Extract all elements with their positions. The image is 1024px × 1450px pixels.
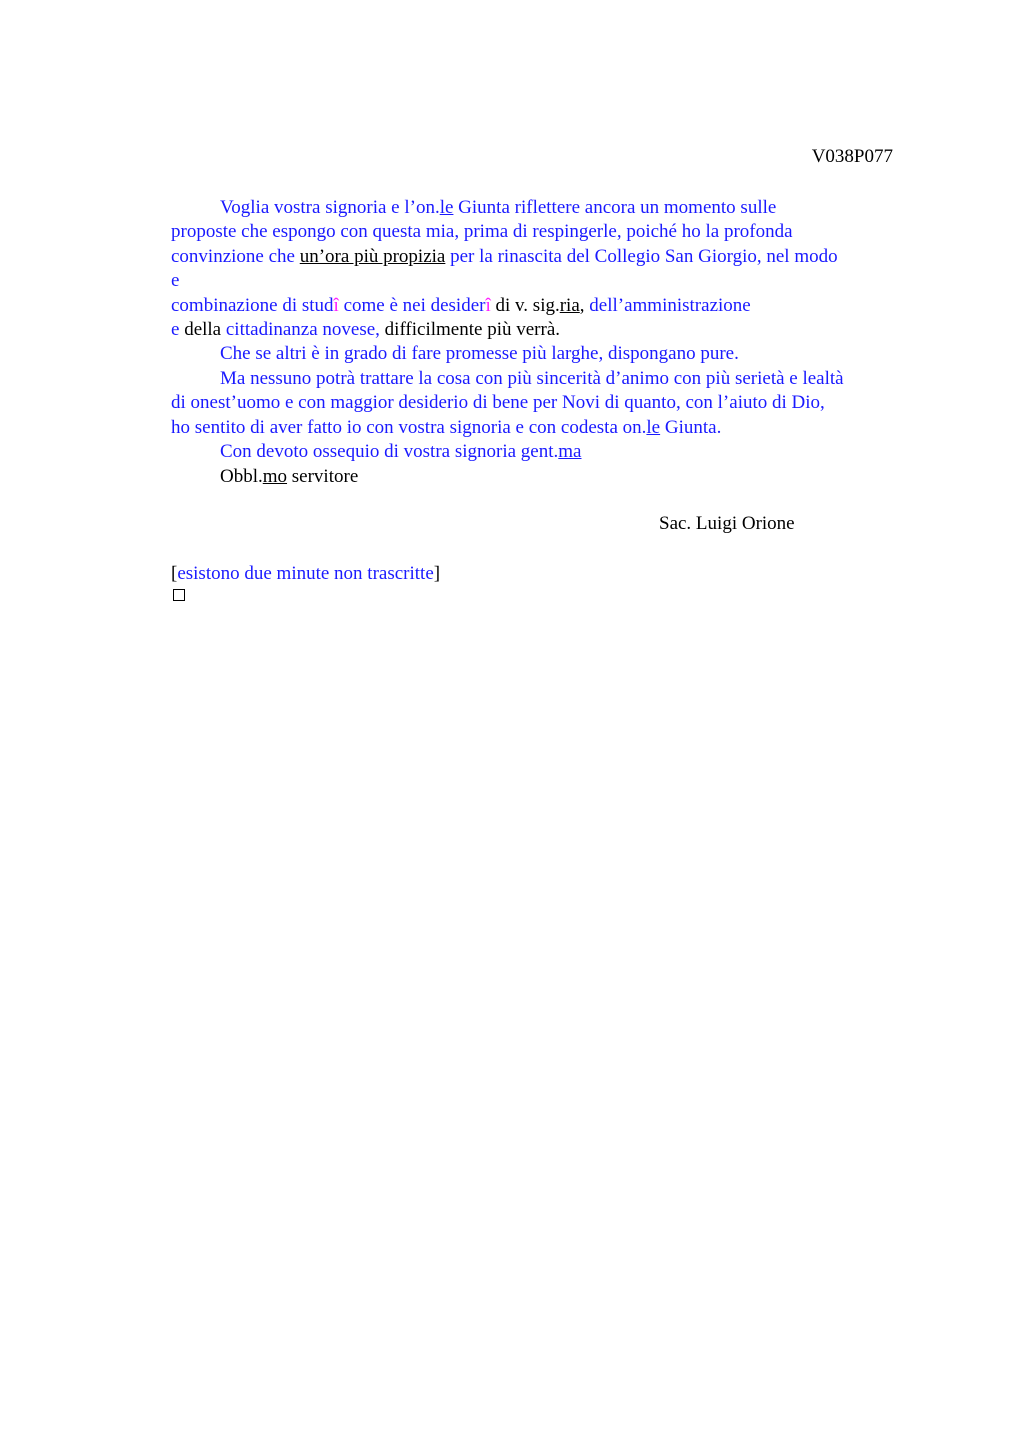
text-run: Giunta riflettere ancora un momento sulle bbox=[453, 197, 777, 218]
text-run: combinazione di stud bbox=[171, 295, 334, 316]
text-run: come è nei desider bbox=[338, 295, 486, 316]
text-run: Obbl. bbox=[220, 466, 263, 487]
text-run: servitore bbox=[287, 466, 359, 487]
text-run: dell’amministrazione bbox=[584, 295, 751, 316]
text-run: Giunta. bbox=[660, 417, 722, 438]
highlight-char: î bbox=[485, 295, 491, 316]
text-run: difficilmente più verrà. bbox=[379, 319, 561, 340]
abbrev-superscript: le bbox=[439, 197, 454, 218]
text-line bbox=[171, 318, 560, 342]
text-run: della bbox=[179, 319, 226, 340]
text-run: , bbox=[579, 295, 585, 316]
text-run: Ma nessuno potrà trattare la cosa con più sincerità d’animo con più serietà e lealtà bbox=[220, 368, 844, 389]
abbrev-superscript: ma bbox=[558, 441, 582, 462]
note-text: esistono due minute non trascritte bbox=[177, 563, 434, 584]
document-code: V038P077 bbox=[811, 146, 893, 167]
bracket: [ bbox=[171, 563, 178, 584]
text-run: Con devoto ossequio di vostra signoria gent. bbox=[220, 441, 559, 462]
abbrev-superscript: mo bbox=[262, 466, 288, 487]
text-line bbox=[171, 416, 721, 440]
signature: Sac. Luigi Orione bbox=[659, 513, 795, 534]
text-line bbox=[220, 367, 844, 391]
text-run: e bbox=[171, 270, 180, 291]
text-line bbox=[220, 342, 739, 366]
text-run: proposte che espongo con questa mia, prima di respingerle, poiché ho la profonda bbox=[171, 221, 793, 242]
text-run: Voglia vostra signoria e l’on. bbox=[220, 197, 440, 218]
text-run: e bbox=[171, 319, 180, 340]
text-line bbox=[171, 220, 793, 244]
text-line bbox=[171, 294, 751, 318]
text-line bbox=[171, 391, 825, 415]
text-line bbox=[171, 269, 179, 293]
text-run: di v. sig. bbox=[490, 295, 560, 316]
text-run: convinzione che bbox=[171, 246, 300, 267]
text-line bbox=[220, 440, 582, 464]
text-run: di onest’uomo e con maggior desiderio di bene per Novi di quanto, con l’aiuto di Dio, bbox=[171, 392, 825, 413]
highlight-char: î bbox=[333, 295, 339, 316]
underlined-phrase: un’ora più propizia bbox=[299, 246, 446, 267]
abbrev-superscript: le bbox=[646, 417, 661, 438]
bracket: ] bbox=[433, 563, 441, 584]
text-run: cittadinanza novese, bbox=[225, 319, 380, 340]
text-line bbox=[220, 196, 776, 220]
empty-square-icon bbox=[173, 589, 185, 601]
text-run: ho sentito di aver fatto io con vostra signoria e con codesta on. bbox=[171, 417, 647, 438]
text-run: per la rinascita del Collegio San Giorgio, nel modo bbox=[445, 246, 838, 267]
editorial-note bbox=[171, 562, 440, 586]
text-line bbox=[171, 245, 838, 269]
text-line bbox=[220, 465, 358, 489]
text-run: Che se altri è in grado di fare promesse più larghe, dispongano pure. bbox=[220, 343, 739, 364]
abbrev-superscript: ria bbox=[559, 295, 580, 316]
